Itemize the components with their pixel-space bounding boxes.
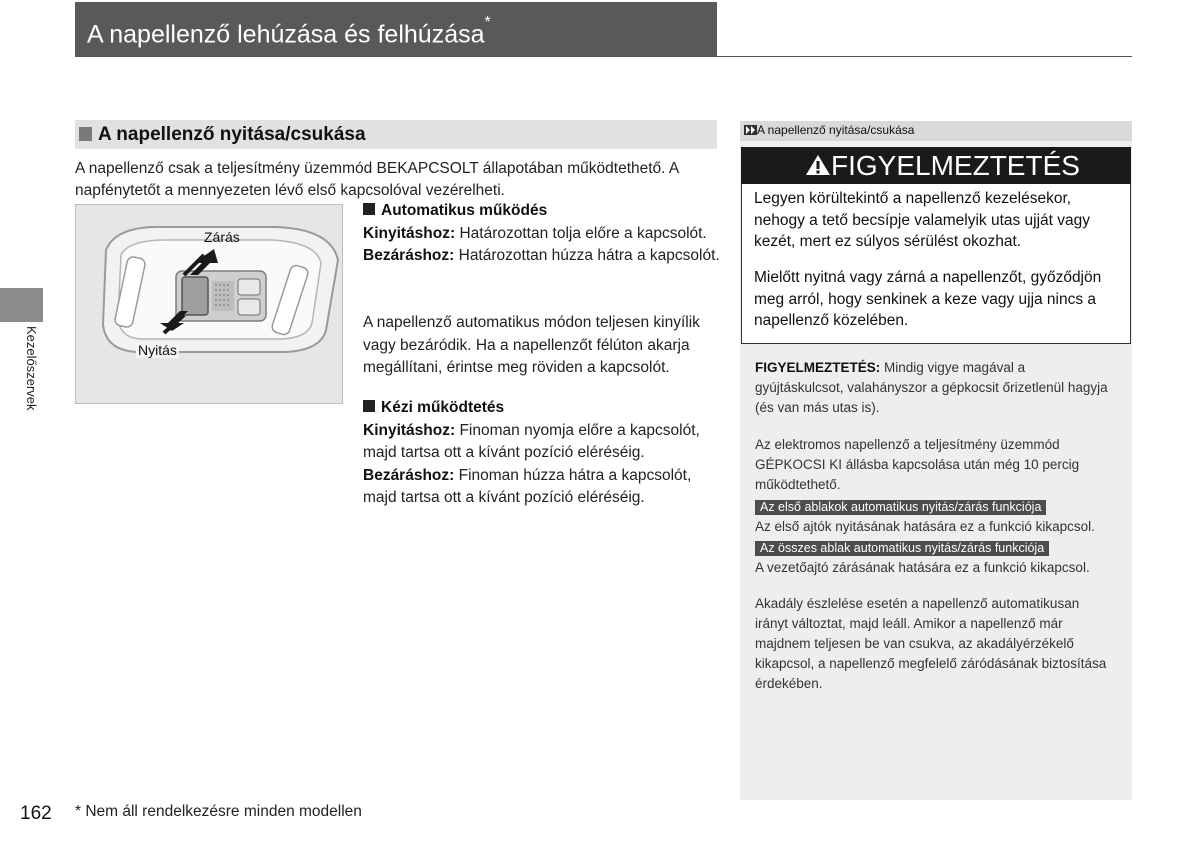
manual-open-line: Kinyitáshoz: Finoman nyomja előre a kapcsolót, majd tartsa ott a kívánt pozíció eléréséig. [363,421,700,461]
footnote: * Nem áll rendelkezésre minden modellen [75,803,362,820]
sidebar-note-2: Az elektromos napellenző a teljesítmény üzemmód GÉPKOCSI KI állásba kapcsolása után még 10 percig működtethető. [755,437,1080,492]
sidebar-header: A napellenző nyitása/csukása [744,123,914,137]
square-bullet-icon [363,203,375,215]
warning-paragraph-2: Mielőtt nyitná vagy zárná a napellenzőt, győződjön meg arról, hogy senkinek a keze vagy ujja nincs a napellenző közelében. [754,269,1102,329]
section-square-icon [79,127,92,141]
function-tag-2-text: A vezetőajtó zárásának hatására ez a funkció kikapcsol. [755,560,1090,575]
function-tag-1-text: Az első ajtók nyitásának hatására ez a funkció kikapcsol. [755,519,1095,534]
auto-close-line: Bezáráshoz: Határozottan húzza hátra a kapcsolót. [363,247,720,264]
warning-triangle-icon [805,153,831,177]
auto-note: A napellenző automatikus módon teljesen kinyílik vagy bezáródik. Ha a napellenzőt félúton akarja megállítani, érintse meg röviden a kapcsolót. [363,314,700,376]
section-title: A napellenző nyitása/csukása [98,124,366,145]
function-tag-1: Az első ablakok automatikus nyitás/zárás funkciója [755,500,1046,515]
page-title: A napellenző lehúzása és felhúzása* [87,14,491,49]
sidebar-note-1: FIGYELMEZTETÉS: Mindig vigye magával a gyújtáskulcsot, valahányszor a gépkocsit őrizetlenül hagyja (és van más utas is). [755,360,1108,415]
intro-text: A napellenző csak a teljesítmény üzemmód BEKAPCSOLT állapotában működtethető. A napfénytetőt a mennyezeten lévő első kapcsolóval vezérelheti. [75,160,679,199]
auto-operation-block [363,200,728,268]
title-asterisk: * [484,14,491,31]
square-bullet-icon [363,400,375,412]
chapter-label: Kezelőszervek [24,326,39,411]
sidebar-tag-2-block [755,538,1115,578]
manual-heading: Kézi működtetés [363,397,723,420]
manual-close-line: Bezáráshoz: Finoman húzza hátra a kapcsolót, majd tartsa ott a kívánt pozíció eléréséig. [363,466,692,506]
warning-title: FIGYELMEZTETÉS [805,150,1080,182]
title-rule [75,56,1132,57]
sidebar-tag-1-block [755,497,1115,537]
label-close: Zárás [204,229,240,245]
warning-paragraph-1: Legyen körültekintő a napellenző kezelésekor, nehogy a tető becsípje valamelyik utas ujját vagy kezét, mert ez súlyos sérülést okozhat. [754,190,1091,250]
switch-illustration [75,204,343,404]
chapter-tab [0,288,43,322]
label-open: Nyitás [138,342,177,358]
auto-open-line: Kinyitáshoz: Határozottan tolja előre a kapcsolót. [363,224,707,242]
sidebar-note-3: Akadály észlelése esetén a napellenző automatikusan irányt változtat, majd leáll. Amikor a napellenző már majdnem teljesen be van csukva, az akadályérzékelő kikapcsol, a napellenző megfelelő záródásának biztosítása érdekében. [755,596,1107,691]
function-tag-2: Az összes ablak automatikus nyitás/zárás funkciója [755,541,1049,556]
double-arrow-icon [744,125,757,135]
page-number: 162 [20,803,52,824]
auto-heading: Automatikus működés [363,200,728,223]
manual-operation-block [363,397,723,510]
